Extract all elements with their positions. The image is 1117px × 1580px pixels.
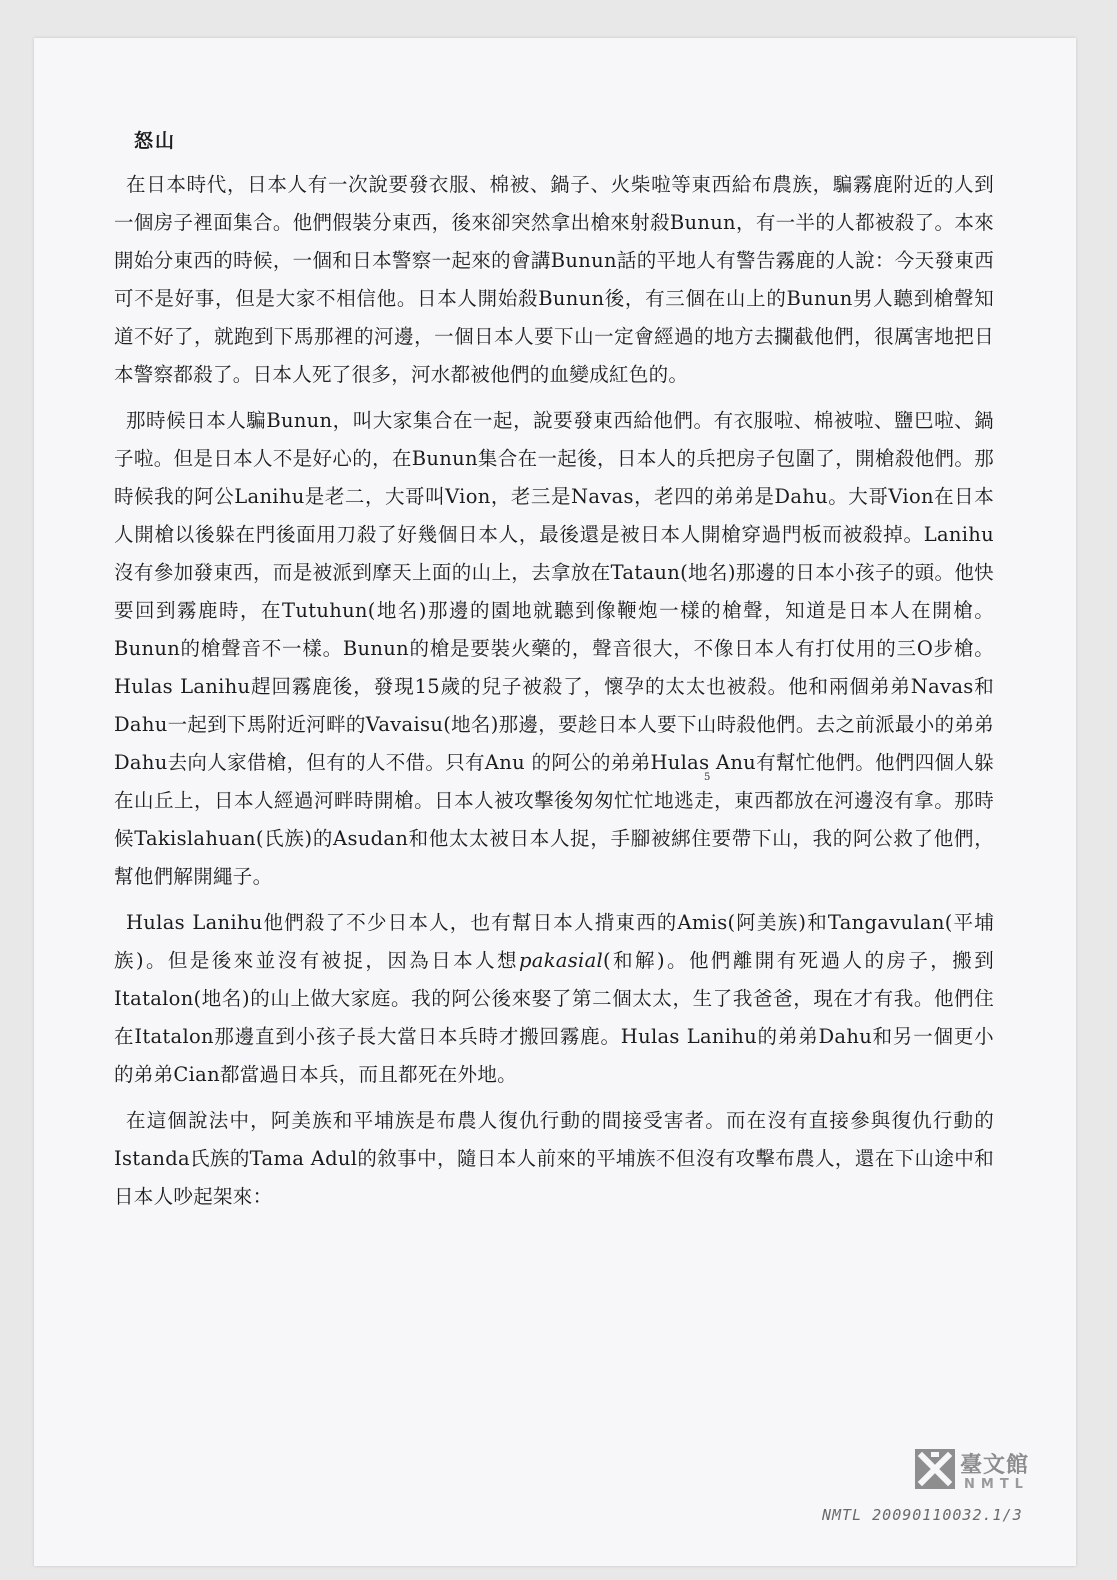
paragraph-3 <box>114 904 994 1094</box>
italic-term: pakasial <box>518 949 604 972</box>
footnote-marker: 5 <box>704 772 711 783</box>
paragraph-4: 在這個說法中，阿美族和平埔族是布農人復仇行動的間接受害者。而在沒有直接參與復仇行動的Istanda氏族的Tama Adul的敘事中，隨日本人前來的平埔族不但沒有攻擊布農人，還在下山途中和日本人吵起架來： <box>114 1109 994 1208</box>
document-title: 怒山 <box>134 130 177 152</box>
paragraph-2: 那時候日本人騙Bunun，叫大家集合在一起，說要發東西給他們。有衣服啦、棉被啦、鹽巴啦、鍋子啦。但是日本人不是好心的，在Bunun集合在一起後，日本人的兵把房子包圍了，開槍殺他們。那時候我的阿公Lanihu是老二，大哥叫Vion，老三是Navas，老四的弟弟是Dahu。大哥Vion在日本人開槍以後躲在門後面用刀殺了好幾個日本人，最後還是被日本人開槍穿過門板而被殺掉。Lanihu沒有參加發東西，而是被派到摩天上面的山上，去拿放在Tataun(地名)那邊的日本小孩子的頭。他快要回到霧鹿時，在Tutuhun(地名)那邊的園地就聽到像鞭炮一樣的槍聲，知道是日本人在開槍。Bunun的槍聲音不一樣。Bunun的槍是要裝火藥的，聲音很大，不像日本人有打仗用的三О步槍。Hulas Lanihu趕回霧鹿後，發現15歲的兒子被殺了，懷孕的太太也被殺。他和兩個弟弟Navas和Dahu一起到下馬附近河畔的Vavaisu(地名)那邊，要趁日本人要下山時殺他們。去之前派最小的弟弟Dahu去向人家借槍，但有的人不借。只有Anu 的阿公的弟弟Hulas Anu有幫忙他們。他們四個人躲在山丘上，日本人經過河畔時開槍。日本人被攻擊後匆匆忙忙地逃走，東西都放在河邊沒有拿。那時候Takislahuan(氏族)的Asudan和他太太被日本人捉，手腳被綁住要帶下山，我的阿公救了他們，幫他們解開繩子。 <box>114 409 994 888</box>
paragraph-3-start: Hulas Lanihu他們殺了不少日本人，也有幫日本人揹東西的Amis(阿美族)和Tangavulan(平埔族)。但是後來並沒有被捉，因為日本人想 <box>114 911 994 972</box>
paragraph-3-end: (和解)。他們離開有死過人的房子，搬到Itatalon(地名)的山上做大家庭。我的阿公後來娶了第二個太太，生了我爸爸，現在才有我。他們住在Itatalon那邊直到小孩子長大當日本兵時才搬回霧鹿。Hulas Lanihu的弟弟Dahu和另一個更小的弟弟Cian都當過日本兵，而且都死在外地。 <box>114 949 994 1086</box>
stamp-org-chinese: 臺文館 <box>960 1452 1030 1478</box>
document-body <box>114 126 994 1216</box>
archive-number: NMTL 20090110032.1/3 <box>822 1506 1023 1524</box>
document-page <box>34 38 1076 1566</box>
stamp-org-english: NMTL <box>964 1477 1029 1492</box>
nmtl-stamp <box>914 1446 1039 1498</box>
nmtl-logo-icon <box>914 1448 956 1490</box>
paragraph-1: 在日本時代，日本人有一次說要發衣服、棉被、鍋子、火柴啦等東西給布農族，騙霧鹿附近的人到一個房子裡面集合。他們假裝分東西，後來卻突然拿出槍來射殺Bunun，有一半的人都被殺了。本來開始分東西的時候，一個和日本警察一起來的會講Bunun話的平地人有警告霧鹿的人說：今天發東西可不是好事，但是大家不相信他。日本人開始殺Bunun後，有三個在山上的Bunun男人聽到槍聲知道不好了，就跑到下馬那裡的河邊，一個日本人要下山一定會經過的地方去攔截他們，很厲害地把日本警察都殺了。日本人死了很多，河水都被他們的血變成紅色的。 <box>114 173 994 386</box>
